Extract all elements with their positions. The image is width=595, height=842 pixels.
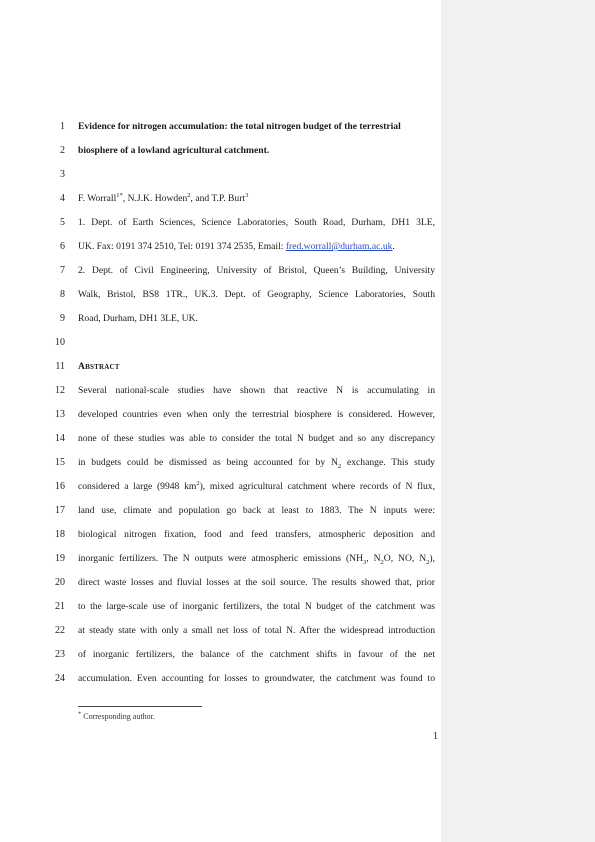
abstract-line: of inorganic fertilizers, the balance of the catchment shifts in favour of the net bbox=[78, 649, 435, 660]
abstract-line: accumulation. Even accounting for losses to groundwater, the catchment was found to bbox=[78, 673, 435, 684]
abstract-text-segment: in budgets could be dismissed as being accounted for by N bbox=[78, 457, 338, 468]
abstract-line: land use, climate and population go back at least to 1883. The N inputs were: bbox=[78, 505, 435, 516]
line-number: 23 bbox=[55, 649, 65, 660]
footnote-marker: * bbox=[78, 710, 82, 718]
paper-title-line-2: biosphere of a lowland agricultural catchment. bbox=[78, 145, 270, 156]
author-affiliation-marker: 1* bbox=[116, 191, 123, 199]
line-number: 2 bbox=[60, 145, 65, 156]
abstract-line: Several national-scale studies have shown that reactive N is accumulating in bbox=[78, 385, 435, 396]
author-name: , N.J.K. Howden bbox=[122, 193, 188, 204]
line-number: 22 bbox=[55, 625, 65, 636]
abstract-line: none of these studies was able to consider the total N budget and so any discrepancy bbox=[78, 433, 435, 444]
line-number: 19 bbox=[55, 553, 65, 564]
line-number: 14 bbox=[55, 433, 65, 444]
subscript: 2 bbox=[426, 558, 430, 565]
abstract-line: to the large-scale use of inorganic fertilizers, the total N budget of the catchment was bbox=[78, 601, 435, 612]
abstract-text-segment: , N bbox=[366, 553, 381, 564]
footnote-separator bbox=[78, 706, 202, 707]
line-number: 20 bbox=[55, 577, 65, 588]
abstract-text-segment: O, NO, N bbox=[383, 553, 427, 564]
line-number: 4 bbox=[60, 193, 65, 204]
author-affiliation-marker: 2 bbox=[187, 191, 191, 199]
abstract-text-segment: considered a large (9948 km bbox=[78, 481, 197, 492]
line-number: 10 bbox=[55, 337, 65, 348]
abstract-heading: Abstract bbox=[78, 361, 120, 372]
abstract-line bbox=[78, 553, 435, 565]
abstract-line bbox=[78, 481, 435, 493]
abstract-line: developed countries even when only the terrestrial biosphere is considered. However, bbox=[78, 409, 435, 420]
line-number: 24 bbox=[55, 673, 65, 684]
abstract-text-segment: exchange. This study bbox=[341, 457, 435, 468]
abstract-line bbox=[78, 457, 435, 469]
line-number: 15 bbox=[55, 457, 65, 468]
abstract-line: biological nitrogen fixation, food and feed transfers, atmospheric deposition and bbox=[78, 529, 435, 540]
line-number: 3 bbox=[60, 169, 65, 180]
footnote bbox=[78, 712, 155, 722]
comment-margin-pane bbox=[441, 0, 595, 842]
line-number: 17 bbox=[55, 505, 65, 516]
superscript: 2 bbox=[196, 481, 200, 487]
abstract-line: direct waste losses and fluvial losses at the soil source. The results showed that, prior bbox=[78, 577, 435, 588]
line-number: 7 bbox=[60, 265, 65, 276]
line-number: 1 bbox=[60, 121, 65, 132]
page-number: 1 bbox=[433, 731, 438, 742]
author-name: , and T.P. Burt bbox=[190, 193, 246, 204]
subscript: 2 bbox=[380, 558, 384, 565]
abstract-text-segment: ), mixed agricultural catchment where records of N flux, bbox=[199, 481, 435, 492]
subscript: 3 bbox=[363, 558, 367, 565]
abstract-text-segment: inorganic fertilizers. The N outputs were atmospheric emissions (NH bbox=[78, 553, 364, 564]
paper-title-line-1: Evidence for nitrogen accumulation: the total nitrogen budget of the terrestrial bbox=[78, 121, 401, 132]
affiliation-1-line-1: 1. Dept. of Earth Sciences, Science Laboratories, South Road, Durham, DH1 3LE, bbox=[78, 217, 435, 228]
affiliation-2-line-1: 2. Dept. of Civil Engineering, University of Bristol, Queen’s Building, University bbox=[78, 265, 435, 276]
affiliation-2-line-3: Road, Durham, DH1 3LE, UK. bbox=[78, 313, 198, 324]
line-number: 5 bbox=[60, 217, 65, 228]
line-number: 16 bbox=[55, 481, 65, 492]
affiliation-contact-suffix: . bbox=[392, 241, 395, 252]
line-number: 12 bbox=[55, 385, 65, 396]
affiliation-2-line-2: Walk, Bristol, BS8 1TR., UK.3. Dept. of Geography, Science Laboratories, South bbox=[78, 289, 435, 300]
line-number: 6 bbox=[60, 241, 65, 252]
abstract-text-segment: ), bbox=[429, 553, 435, 564]
subscript: 2 bbox=[337, 462, 342, 469]
author-list bbox=[78, 193, 435, 205]
affiliation-contact-text: UK. Fax: 0191 374 2510, Tel: 0191 374 2535, Email: bbox=[78, 241, 286, 252]
line-number: 9 bbox=[60, 313, 65, 324]
corresponding-email-link[interactable]: fred.worrall@durham.ac.uk bbox=[285, 241, 393, 252]
line-number: 8 bbox=[60, 289, 65, 300]
line-number: 11 bbox=[55, 361, 65, 372]
line-number: 18 bbox=[55, 529, 65, 540]
author-affiliation-marker: 3 bbox=[245, 191, 249, 199]
author-name: F. Worrall bbox=[78, 193, 117, 204]
abstract-line: at steady state with only a small net loss of total N. After the widespread introduction bbox=[78, 625, 435, 636]
footnote-text: Corresponding author. bbox=[81, 712, 155, 721]
affiliation-1-line-2 bbox=[78, 241, 435, 253]
line-number: 13 bbox=[55, 409, 65, 420]
line-number: 21 bbox=[55, 601, 65, 612]
